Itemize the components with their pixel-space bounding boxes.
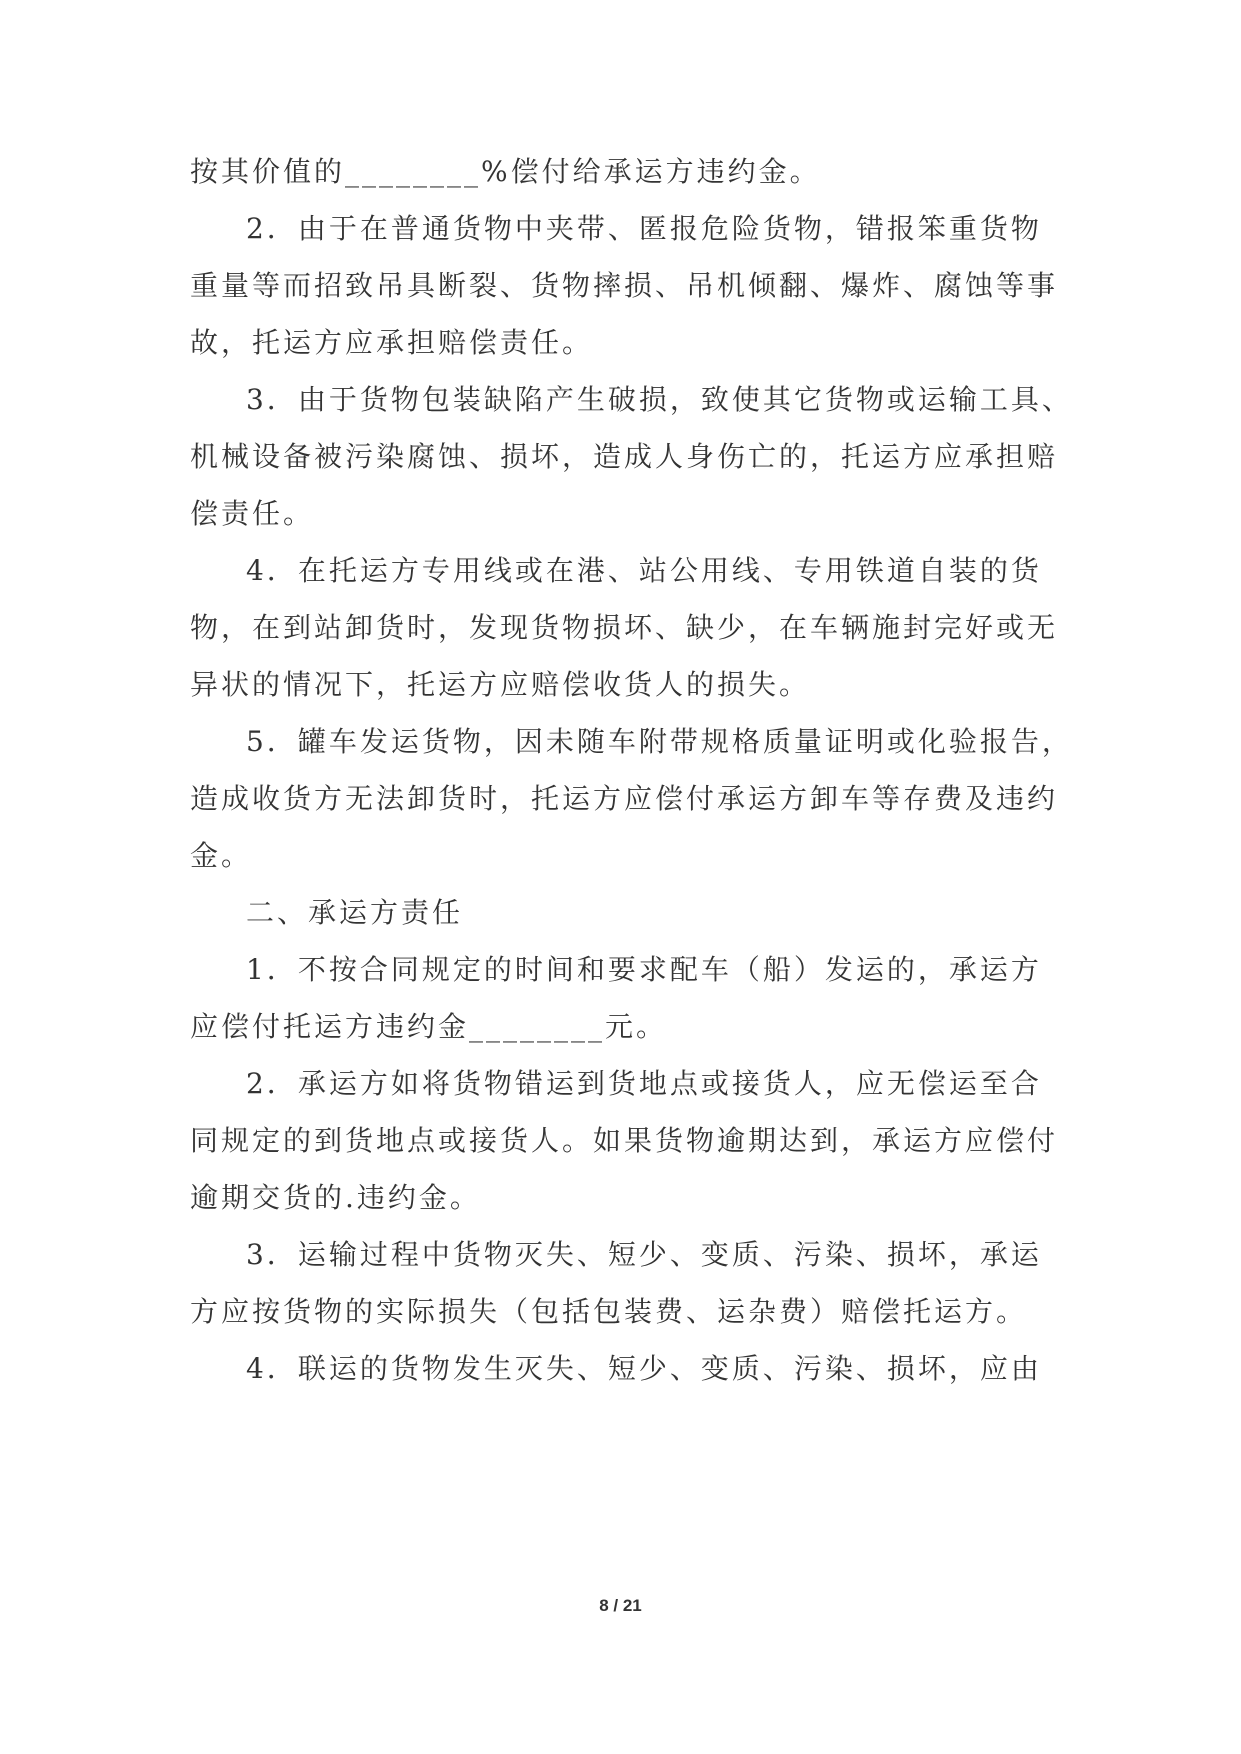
text-line: 故，托运方应承担赔偿责任。 [190, 326, 594, 359]
text-line: 异状的情况下，托运方应赔偿收货人的损失。 [190, 668, 811, 701]
text-line: 3．运输过程中货物灭失、短少、变质、污染、损坏，承运 [246, 1238, 1042, 1271]
text-line: 4．联运的货物发生灭失、短少、变质、污染、损坏，应由 [246, 1352, 1042, 1385]
text-line: 按其价值的________%偿付给承运方违约金。 [190, 155, 821, 188]
text-line: 物，在到站卸货时，发现货物损坏、缺少，在车辆施封完好或无 [190, 611, 1059, 644]
page-number: 8 / 21 [599, 1596, 642, 1615]
text-line: 逾期交货的.违约金。 [190, 1181, 481, 1214]
text-line: 4．在托运方专用线或在港、站公用线、专用铁道自装的货 [246, 554, 1042, 587]
text-line: 1．不按合同规定的时间和要求配车（船）发运的，承运方 [246, 953, 1042, 986]
text-line: 3．由于货物包装缺陷产生破损，致使其它货物或运输工具、 [246, 383, 1073, 416]
text-line: 应偿付托运方违约金________元。 [190, 1010, 668, 1043]
text-line: 同规定的到货地点或接货人。如果货物逾期达到，承运方应偿付 [190, 1124, 1059, 1157]
text-line: 金。 [190, 839, 253, 872]
text-line: 重量等而招致吊具断裂、货物摔损、吊机倾翻、爆炸、腐蚀等事 [190, 269, 1059, 302]
section-heading: 二、承运方责任 [246, 896, 464, 929]
text-line: 2．由于在普通货物中夹带、匿报危险货物，错报笨重货物 [246, 212, 1042, 245]
text-line: 方应按货物的实际损失（包括包装费、运杂费）赔偿托运方。 [190, 1295, 1028, 1328]
text-line: 2．承运方如将货物错运到货地点或接货人，应无偿运至合 [246, 1067, 1042, 1100]
text-line: 5．罐车发运货物，因未随车附带规格质量证明或化验报告， [246, 725, 1073, 758]
text-line: 造成收货方无法卸货时，托运方应偿付承运方卸车等存费及违约 [190, 782, 1059, 815]
text-line: 偿责任。 [190, 497, 315, 530]
text-line: 机械设备被污染腐蚀、损坏，造成人身伤亡的，托运方应承担赔 [190, 440, 1059, 473]
